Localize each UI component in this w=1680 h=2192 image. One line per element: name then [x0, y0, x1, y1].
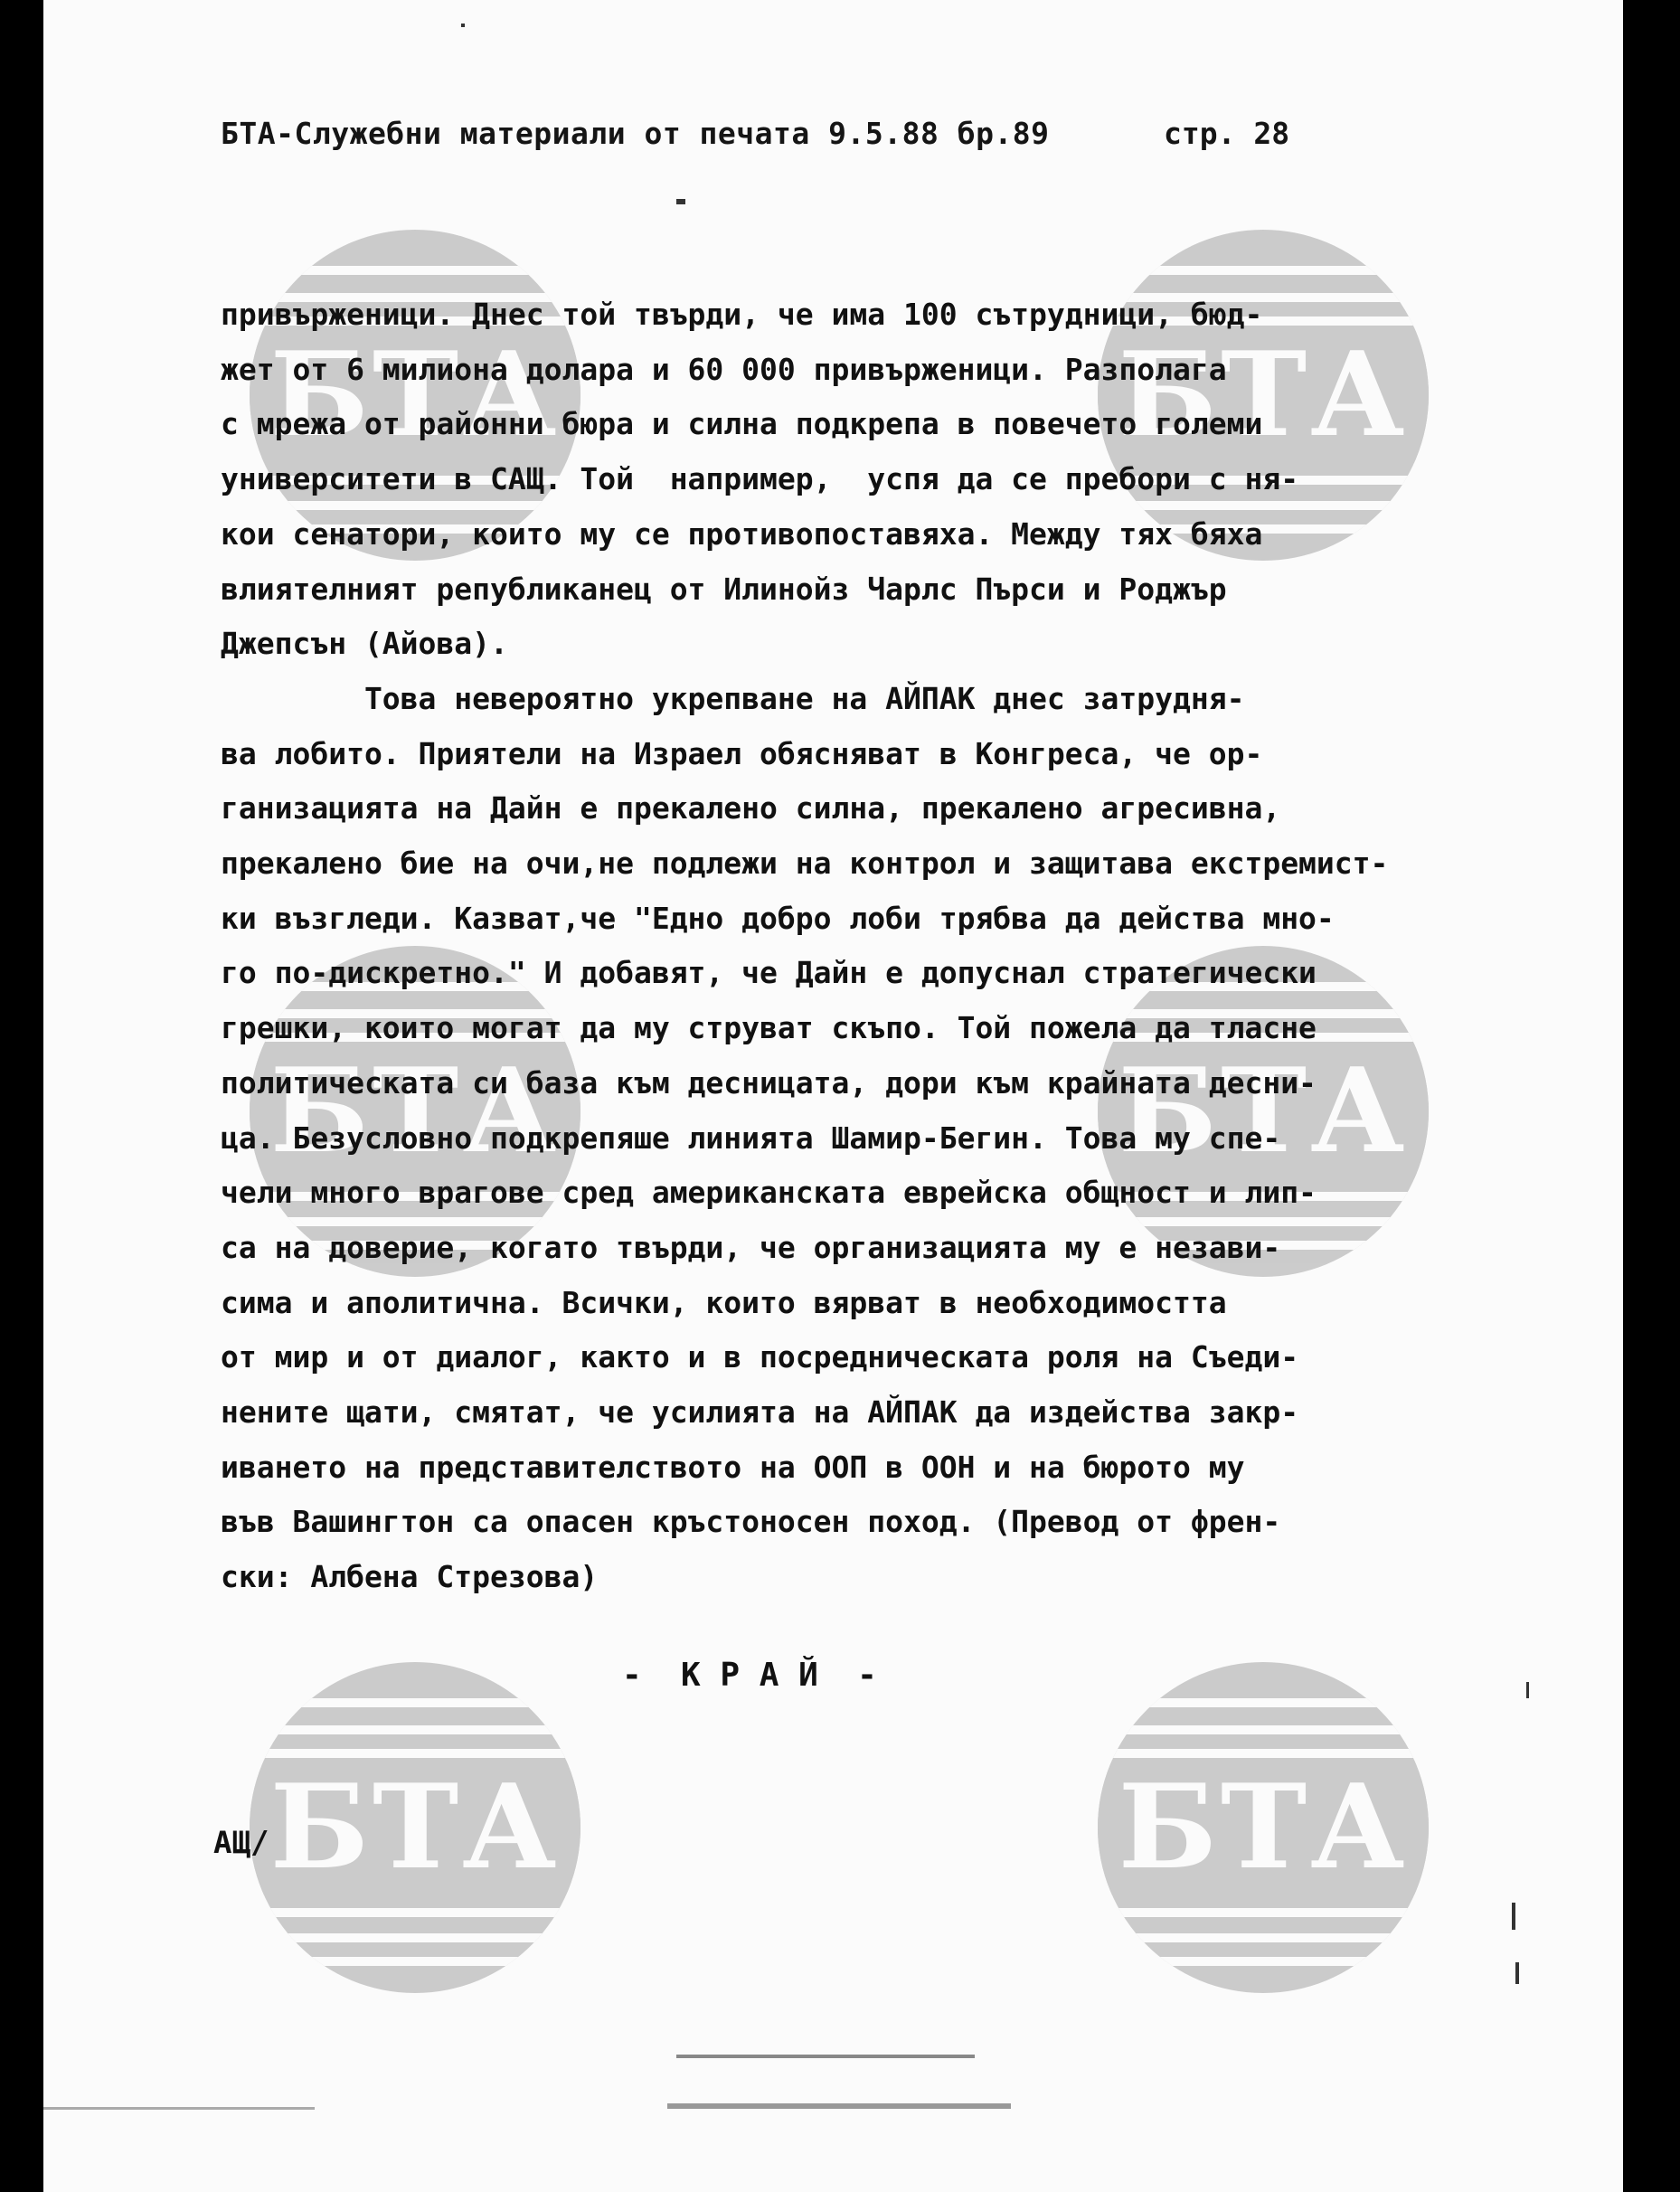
text-line: от мир и от диалог, както и в посредническата роля на Съеди-: [221, 1339, 1299, 1375]
text-line: жет от 6 милиона долара и 60 000 привърженици. Разполага: [221, 351, 1227, 387]
document-page: [43, 0, 1623, 2192]
text-line: ганизацията на Дайн е прекалено силна, прекалено агресивна,: [221, 790, 1281, 827]
text-line: Това невероятно укрепване на АЙПАК днес затрудня-: [221, 680, 1245, 716]
text-line: университети в САЩ. Той например, успя да се пребори с ня-: [221, 461, 1299, 497]
text-line: сима и аполитична. Всички, които вярват в необходимостта: [221, 1284, 1227, 1320]
watermark-text: БТА: [1098, 1044, 1429, 1179]
watermark-text: БТА: [250, 1044, 580, 1179]
text-line: прекалено бие на очи,не подлежи на контрол и защитава екстремист-: [221, 846, 1389, 882]
text-line: ски: Албена Стрезова): [221, 1559, 599, 1595]
watermark-text: БТА: [250, 327, 580, 463]
watermark-text: БТА: [250, 1760, 580, 1895]
text-line: го по-дискретно." И добавят, че Дайн е допуснал стратегически: [221, 955, 1317, 991]
text-line: ва лобито. Приятели на Израел обясняват в Конгреса, че ор-: [221, 735, 1263, 771]
text-line: иването на представителството на ООП в ООН и на бюрото му: [221, 1449, 1245, 1485]
text-line: ки възгледи. Казват,че "Едно добро лоби трябва да действа мно-: [221, 900, 1335, 936]
text-line: привърженици. Днес той твърди, че има 100 сътрудници, бюд-: [221, 297, 1263, 332]
page-number: стр. 28: [1164, 116, 1290, 151]
text-line: във Вашингтон са опасен кръстоносен поход. (Превод от френ-: [221, 1504, 1281, 1540]
signature-initials: АЩ/: [213, 1825, 269, 1861]
text-line: с мрежа от районни бюра и силна подкрепа в повечето големи: [221, 406, 1263, 442]
document-content: [43, 0, 1623, 2192]
text-line: Джепсън (Айова).: [221, 626, 508, 662]
text-line: чели много врагове сред американската еврейска общност и лип-: [221, 1175, 1317, 1211]
text-line: са на доверие, когато твърди, че организацията му е незави-: [221, 1229, 1281, 1265]
text-line: кои сенатори, които му се противопоставяха. Между тях бяха: [221, 515, 1263, 552]
text-line: влиятелният републиканец от Илинойз Чарлс Пърси и Роджър: [221, 571, 1227, 607]
text-line: грешки, които могат да му струват скъпо. Той пожела да тласне: [221, 1010, 1317, 1046]
watermark-text: БТА: [1098, 1760, 1429, 1895]
text-line: ца. Безусловно подкрепяше линията Шамир-Бегин. Това му спе-: [221, 1120, 1281, 1156]
document-header-source: БТА-Служебни материали от печата 9.5.88 бр.89: [221, 116, 1050, 151]
text-line: политическата си база към десницата, дори към крайната десни-: [221, 1064, 1317, 1101]
text-line: нените щати, смятат, че усилията на АЙПАК да издейства закр-: [221, 1394, 1299, 1431]
article-body: [221, 288, 1532, 1605]
end-mark: - К Р А Й -: [622, 1657, 877, 1694]
watermark-text: БТА: [1098, 327, 1429, 463]
